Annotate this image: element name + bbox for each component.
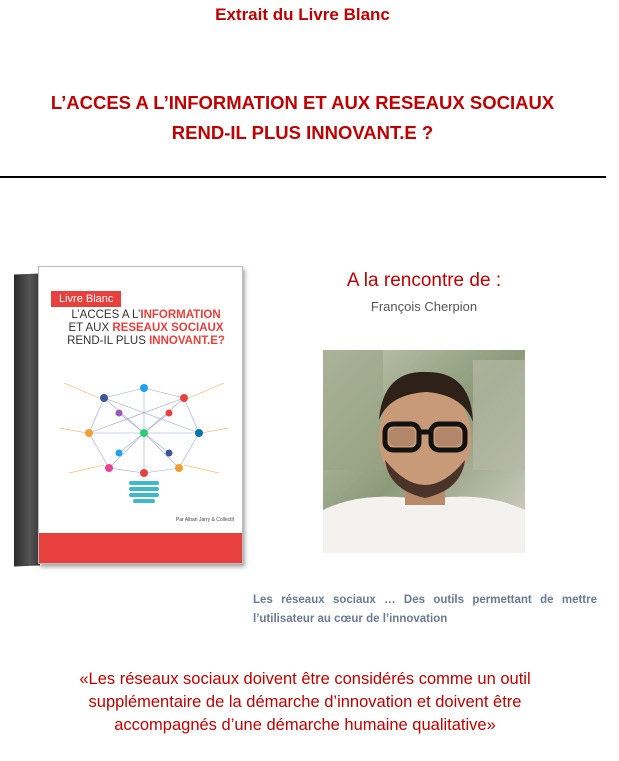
- portrait-photo: [323, 350, 525, 553]
- quote-line-1: «Les réseaux sociaux doivent être considérés comme un outil: [79, 670, 531, 688]
- quote-line-2: supplémentaire de la démarche d’innovation et doivent être: [88, 693, 522, 711]
- book-cover-image: [14, 266, 241, 569]
- title-line-2: REND-IL PLUS INNOVANT.E ?: [171, 122, 434, 143]
- quote: [15, 668, 595, 737]
- quote-line-3: accompagnés d’une démarche humaine qualitative»: [114, 716, 496, 734]
- book-front: [38, 266, 243, 564]
- book-footer-bar: [39, 533, 242, 563]
- lightbulb-network-icon: [59, 353, 229, 513]
- document-kicker: Extrait du Livre Blanc: [215, 5, 390, 24]
- photo-caption: Les réseaux sociaux … Des outils permettant de mettre l’utilisateur au cœur de l’innovation: [253, 594, 597, 625]
- book-spine: [14, 274, 40, 567]
- book-author: Par Alban Jarry & Collectif: [175, 517, 234, 523]
- interviewee-name: François Cherpion: [370, 299, 478, 314]
- meeting-heading: A la rencontre de :: [346, 270, 502, 291]
- book-tag: Livre Blanc: [51, 291, 121, 307]
- book-cover-title: L’ACCES A L’INFORMATION ET AUX RESEAUX SOCIAUX REND-IL PLUS INNOVANT.E?: [67, 309, 225, 347]
- title-line-1: L’ACCES A L’INFORMATION ET AUX RESEAUX SOCIAUX: [50, 92, 555, 113]
- title-divider: [0, 176, 606, 178]
- page-title: [0, 88, 605, 148]
